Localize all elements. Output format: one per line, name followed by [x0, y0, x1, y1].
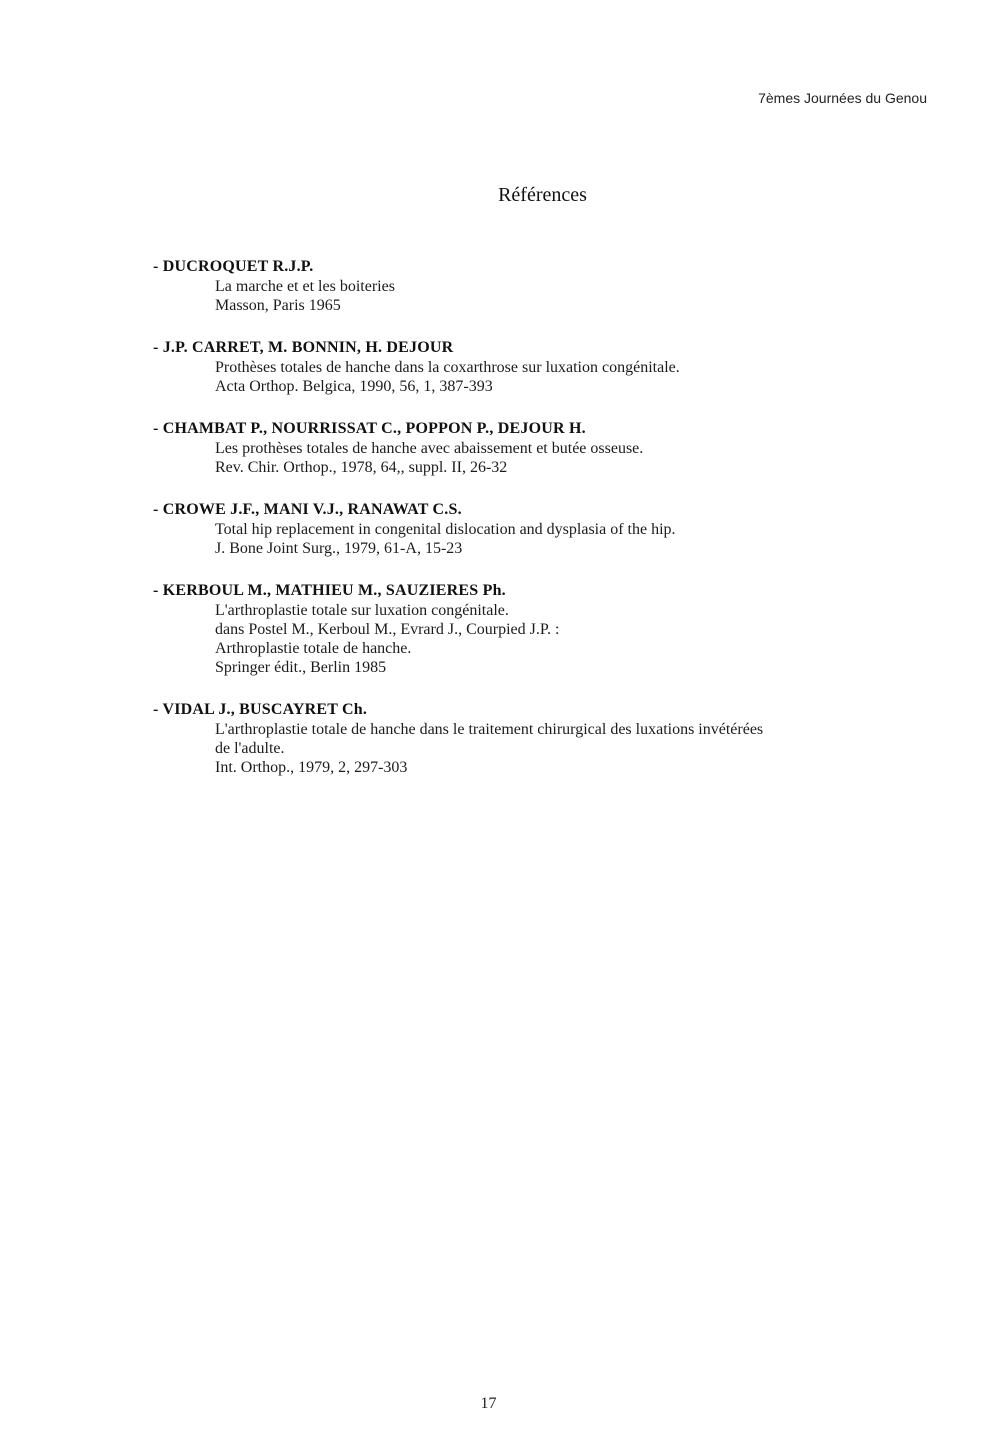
reference-item: [153, 418, 933, 477]
reference-title: Les prothèses totales de hanche avec abaissement et butée osseuse.: [215, 440, 644, 457]
reference-authors: - CHAMBAT P., NOURRISSAT C., POPPON P., DEJOUR H.: [153, 420, 586, 437]
reference-source: Rev. Chir. Orthop., 1978, 64,, suppl. II, 26-32: [215, 459, 508, 476]
reference-authors: - VIDAL J., BUSCAYRET Ch.: [153, 701, 368, 718]
reference-title: Total hip replacement in congenital dislocation and dysplasia of the hip.: [215, 521, 676, 538]
reference-item: [153, 580, 933, 677]
reference-authors: - DUCROQUET R.J.P.: [153, 258, 314, 275]
reference-authors: - CROWE J.F., MANI V.J., RANAWAT C.S.: [153, 501, 462, 518]
reference-source: J. Bone Joint Surg., 1979, 61-A, 15-23: [215, 540, 463, 557]
reference-item: [153, 699, 933, 777]
reference-book-title: Arthroplastie totale de hanche.: [215, 640, 412, 657]
reference-authors: - J.P. CARRET, M. BONNIN, H. DEJOUR: [153, 339, 454, 356]
reference-title: Prothèses totales de hanche dans la coxarthrose sur luxation congénitale.: [215, 359, 680, 376]
reference-title: La marche et et les boiteries: [215, 278, 395, 295]
reference-item: [153, 256, 933, 315]
page-number: 17: [480, 1395, 497, 1412]
reference-item: [153, 499, 933, 558]
reference-source: dans Postel M., Kerboul M., Evrard J., Courpied J.P. :: [215, 621, 560, 638]
reference-title-continued: de l'adulte.: [215, 740, 285, 757]
reference-publisher: Springer édit., Berlin 1985: [215, 659, 387, 676]
reference-source: Acta Orthop. Belgica, 1990, 56, 1, 387-393: [215, 378, 493, 395]
reference-title: L'arthroplastie totale sur luxation congénitale.: [215, 602, 509, 619]
reference-authors: - KERBOUL M., MATHIEU M., SAUZIERES Ph.: [153, 582, 506, 599]
reference-item: [153, 337, 933, 396]
reference-title: L'arthroplastie totale de hanche dans le traitement chirurgical des luxations invétérées: [215, 721, 764, 738]
reference-source: Masson, Paris 1965: [215, 297, 341, 314]
reference-source: Int. Orthop., 1979, 2, 297-303: [215, 759, 408, 776]
running-header: 7èmes Journées du Genou: [758, 90, 927, 106]
page-title: Références: [498, 184, 587, 206]
reference-list: [153, 256, 933, 799]
